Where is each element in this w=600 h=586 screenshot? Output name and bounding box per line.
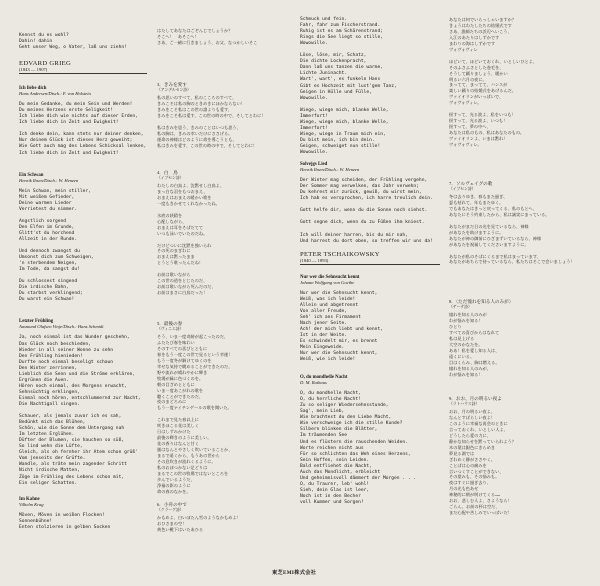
song-author: D. M. Rathaus bbox=[300, 380, 327, 386]
song-text: Du mein Gedanke, du mein Sein und Werden! Du meines Herzens erste Seligkeit! Ich liebe dich wie nichts auf dieser Erden, Ich liebe dich in Zeit und Ewigkeit! Ich denke dein, kann stets nur deiner denken, Nur deinem Glück ist dieses Herz geweiht; Wie Gott auch mag des Lebens Schicksal lenken, Ich liebe dich in Zeit und Ewigkeit! bbox=[19, 102, 147, 156]
song-text-jp: そう、いま一度奇跡が起こったのだ、 ふたたび春を味わい そのすべての喜びとともに 春をもう一度この世で見るという幸運！ もう一度冬が解けてゆくのを 幸せな気持で眺めることができたのだ、 野や流れが晴れやかに輝き 牧場が緑に色づくのを。 朝の目ざめとともに いま一度あこがれの歌を 聴くことができたのだ、 夜のまどろみに もう一度ナイチンゲールの歌を聞いた。 これまで見た春以上に 咲きほこる花は美しく 日はしずみかけた 最後の輝きのように美しい。 花の香りはなんと甘く 風はなんとやさしく吹いていることか、 まるで遠くから、もうあの世から その息吹きが流れくるように。 私のおぼつかない足どりは まるでこの世の牧場ではないところを 歩んでいるようだ、 浄福の影のように 命の春のなかを。 bbox=[157, 334, 233, 494]
song-author: Vilhelm Krag bbox=[19, 501, 44, 507]
song-text-jp: かもめよ、白いぼたん雪のようなかもめよ！ おひさまの空！ 黄色い靴下はいたあひる bbox=[157, 515, 241, 532]
song-block-jp bbox=[157, 321, 232, 495]
intro-lyrics-jp: あなたは何でいらっしゃいますか？ きょうはわたしたちの結婚式です さあ、漁師たちの浜辺へいこう、 入江のあたりはしずかです まわりの海はしずかです ヴォヴォヴィレ ほどいて、ほどいておくれ、いとしいひとよ、 そのふさふさとした巻毛を、 そうして踊りましょう、暖かい 明るい六月の夜に。 まってて、まってて、ハンスが 楽しい踊りの結婚式をあげるんだ。 ヴァイオリンがいっぱいで、 ヴォヴォヴィレ。 揺すって、光る波よ、私をいつも！ 揺すって、光る波よ、いつも！ 揺すって、夢の中へ、 あなたは私のもの、私はあなたのもの。 ヴァイオリンよ、いまは黙れ！ ヴォヴォヴィレ。 bbox=[449, 17, 538, 148]
song-sub-jp: （クラーグ詩） bbox=[157, 508, 184, 512]
song-block-jp bbox=[157, 82, 265, 149]
song-text: Mein Schwan, mein stiller, Mit weißem Gefieder, Deine warmen Lieder Verrietest du nimmer. Angstlich sorgend Den Elfen im Grunde, Glitt'st du horchend Allzeit in der Runde. Und dennoch zwangst du Umsonst dich zum Schweigen, 'n sterbendem Neigen, Im Tode, da sangst du! Du schlossest singend Die irdische Bahn, Du starbst verklingend; Du warst ein Schwan! bbox=[19, 188, 94, 303]
song-title-jp: 8．〈ただ憧れを知る人のみが〉 bbox=[449, 299, 514, 304]
song-sub-jp: （ラトハウス詩） bbox=[449, 402, 480, 406]
song-text: O, du mondhelle Nacht, O, du herrliche Nacht! Zu so seliger Wiedersehnsstunde, Sag', mein Lieb, Wie brachtest du den Liebe Macht, Wie verschweige ich die stille Kunde? Silbern blinken die Blätter, Im träumenden See Und es flüstern die rauschenden Weiden. Worte reichen nicht aus Für so schlichten das Weh eines Herzens, Sein Hoffen, sein Leiden. Bald entfliehet die Nacht, Auch das Mondlicht, erbleicht Und geheimnisvoll dämmert der Morgen . . . O, du Traurer, leb' wohl! Sieh, dein Glas ist leer, Noch ist in den Becher voll Kummer und Sorgen! bbox=[300, 391, 417, 505]
song-title-jp: 6．小舟の中で bbox=[157, 502, 187, 507]
song-text: Der Winter mag scheiden, der Frühling vergehn, Der Sommer mag verwelken, das Jahr verwehn; Du kehrest mir zurück, gewiß, du wirst mein, Ich hab es versprochen, ich harre treulich dein. Gott helfe dir, wenn du die Sonne noch siehst. Gott segne dich, wenn du zu Füßen ihm kniest. Ich will deiner harren, bis du mir nah, Und harrest du dort oben, so treffen wir uns da! bbox=[300, 178, 433, 244]
song-text-jp: わたしの白鳥よ、沈黙せし白鳥よ、 まっ白な羽をもつおまえ、 おまえはおまえの暖かい歌を 一度もきかせてくれなかったね。 水底の妖精を 心配しながら、 おまえは耳をそばだてて いつも泳いでいたのだね。 だけどついに沈黙を強いられ その死のまぎわに おまえは黙ったまま とうとう歌ったんだね！ お前は歌いながら この世の道をとじたのだ、 お前は歌いながら死んだのだ、 お前はまさに白鳥だった！ bbox=[157, 183, 225, 296]
song-block bbox=[19, 319, 147, 486]
song-author: Hans Andersen/Dtsch.: F. von Holstein bbox=[19, 91, 91, 97]
song-text: Nur wer die Sehnsucht kennt, Weiß, was ich leide! Allein und abgetrennt Von aller Freude, Seh' ich ans Firmament Nach jener Seite. Ach! der mich liebt und kennt, Ist in der Weite. Es schwindelt mir, es brennt Mein Eingeweide. Nur wer die Sehnsucht kennt, Weiß, wie ich leide! bbox=[300, 290, 383, 363]
song-block-jp bbox=[449, 181, 575, 265]
publisher-footer: 東芝EMI株式会社 bbox=[272, 570, 317, 576]
song-sub-jp: （ヴィニエ詩） bbox=[157, 327, 184, 331]
song-block-jp bbox=[449, 299, 513, 377]
song-block bbox=[300, 375, 440, 506]
song-block bbox=[19, 86, 147, 156]
song-title-jp: 5．最後の春 bbox=[157, 321, 183, 326]
song-block-jp bbox=[157, 502, 241, 533]
song-block bbox=[300, 162, 440, 245]
song-title-jp: 7．ソルヴェイグの歌 bbox=[449, 181, 493, 186]
song-text-jp: おお、月の明るい夜よ、 なんとすばらしい夜よ！ このように幸福な再会のときに 言っておくれ、いとしい人よ、 どうしたら愛の力に、 静かな知らせを黙っていられよう？ 木の葉は銀色にきらめき 夢見る湖では ざわめく柳がささやく。 ことばは心の痛みを 言いつくすことができない、 その望みも、その悩みも。 夜はすぐに過ぎ去り、 月の光も色あせ 神秘的に朝が明けてくる…… おお、悲しむ人よ、さようなら！ ごらん、お前の杯は空だ、 まだ心配や苦しみでいっぱいだ！ bbox=[449, 409, 516, 516]
song-text-jp: 冬は去りゆき、春もまた過ぎ、 夏も枯れて、年もまたゆく。 でもあなたはきっと戻ってくる、私のもとへ、 あなたにそう約束したから、私は誠実にまっている。 あなたがまだ日の光を見ているなら、神様 があなたを助けますように。 あなたが神の御前にひざまずいているなら、神様 があなたを祝福してくださいますように。 あなたが私のそばにくるまで私はまっています、 あなたがあちらで待っているなら、私たちはそこで会いましょう！ bbox=[449, 194, 575, 265]
song-text: Ja, noch einmal ist das Wunder geschehn, Das Glück noch beschieden, Wieder in all seiner Wonne zu sehn Den Frühling hienieden! Durfte noch einmal beseligt schaun Den Winter zerrinnen, Lieblich die Senn und die Ströme erklären, Ergrünen die Auen. Hören noch einmal, des Morgens erwacht, Sehnsüchtig erklingen, Einmal noch hören, entschlummernd zur Nacht, Die Nachtigall singen. Schauer, als jemals zuvor ich es sah, Bedünkt mich das Blühen, Schön, wie die Sonne dem Untergang nah Im letzten Erglühen. Düfter der Blumen, sie hauchen so süß, So lind wehn die Lüfte, Gleich, als oh fernher ihr Atem schon grüß' Vom jenseits der Grüfte. Wandle, als träte mein zagender Schritt Nicht irdische Matten, Zöge im Frühling des Lebens schon mit, Ein seliger Schatten. bbox=[19, 335, 141, 486]
divider bbox=[19, 73, 147, 74]
song-block-jp bbox=[449, 396, 516, 516]
song-title: Nur wer die Sehnsucht kennt bbox=[300, 274, 360, 280]
intro-lyrics: Kennst du es wohl? Dahin! dahin Geht unser Weg, o Vater, laß uns ziehn! bbox=[19, 33, 127, 51]
composer-years: (1843 — 1907) bbox=[19, 67, 48, 73]
song-text-jp: 憧れを知る人のみが わが悩みを知る！ ひとり すべての喜びからはなれて 私は見上げる 大空のかなたを。 ああ！私を愛し知る人は、 遠くにいる。 目はくらみ、胸は燃える。 憧れを知る人のみが、 わが悩みを知る！ bbox=[449, 312, 500, 377]
song-title-jp: 3．きみを愛す bbox=[157, 82, 187, 87]
song-title: Im Kahne bbox=[19, 496, 40, 502]
song-block bbox=[300, 275, 440, 364]
song-sub-jp: （アンデルセン詩） bbox=[157, 88, 191, 92]
composer-years: (1840 — 1893) bbox=[300, 257, 329, 263]
song-title-jp: 4．白 鳥 bbox=[157, 170, 178, 175]
column-german-tschaikowsky bbox=[300, 0, 440, 506]
song-text: Möven, Möven in weißen Flocken! Sonnenbühne! Enten stolzieren in gelben Socken bbox=[19, 512, 111, 530]
composer-heading: PETER TSCHAIKOWSKY bbox=[300, 250, 380, 258]
song-title: Ein Schwan bbox=[19, 172, 44, 178]
song-block-jp bbox=[157, 170, 224, 296]
song-author: Henrik Ibsen/Dtsch.: W. Henzen bbox=[300, 167, 360, 173]
composer-heading: EDVARD GRIEG bbox=[19, 60, 72, 68]
song-title: Ich liebe dich bbox=[19, 86, 47, 92]
song-sub-jp: （イブセン詩） bbox=[449, 187, 476, 191]
song-author: Johann Wolfgang von Goethe bbox=[300, 279, 355, 285]
song-text-jp: 私の思いのすべて、私のこころのすべて、 きみこそは私の胸のときめきにほかならない！ きみをこそ私はこの世の誰よりも愛す、 きみをこそ私は愛す、この世の時の中で、そしてとわに！ 私はきみを思う、きみのことはいつも思う、 私の胸は、きみの幸いだけにささげる。 運命の神様はどのように命を導こうとも、 私はきみを愛す、この世の時の中で、そしてとわに！ bbox=[157, 95, 266, 148]
song-title: O, du mondhelle Nacht bbox=[300, 375, 348, 381]
song-author: Henrik Ibsen/Dtsch.: W. Henzen bbox=[19, 177, 79, 183]
song-sub-jp: （イブセン詩） bbox=[157, 176, 184, 180]
song-block bbox=[19, 173, 147, 304]
song-block bbox=[19, 497, 147, 531]
song-sub-jp: （ゲーテ詩） bbox=[449, 305, 472, 309]
song-title-jp: 9．おお、月の明るい夜よ bbox=[449, 396, 502, 401]
song-title: Solvejgs Lied bbox=[300, 162, 328, 168]
column-japanese-tschaikowsky bbox=[449, 0, 589, 516]
divider bbox=[300, 264, 440, 265]
column-japanese-grieg bbox=[157, 0, 292, 532]
intro-lyrics-jp: はたしてあなたはごぞんじでしょうか？ そこへ！ あそこへ！ さあ、ご一緒に行きましょう、お父、なつかしいそこ bbox=[157, 28, 258, 45]
song-author: Aasmund Olafsen Vinje/Dtsch.: Hans Schmidt bbox=[19, 324, 104, 330]
column-german-grieg bbox=[19, 0, 147, 531]
intro-lyrics: Schmuck und fein. Fahr, fahr zum Fischerstrand. Ruhig ist es am Schärenstrand; Rings die See liegt so stille, Wowowille. Löse, löse, mir, Schatz, Die dichte Lockenpracht, Dann laß uns tanzen die warme, Lichte Juninacht. Wart', wart', es funkeln Hans Gibt es Hochzeit mit lust'gem Tanz, Geigen in Hülle und Fülle, Wowowille. Wiege, wiege mich, blanke Welle, Immerfort! Wiege, wiege mich, blanke Welle, Immerfort! Wiege, wiege in Traum mich ein, Du bist mein, ich bin dein. Geigen, schweiget nun stille! Wowowille. bbox=[300, 17, 397, 156]
song-title: Letzter Frühling bbox=[19, 319, 54, 325]
